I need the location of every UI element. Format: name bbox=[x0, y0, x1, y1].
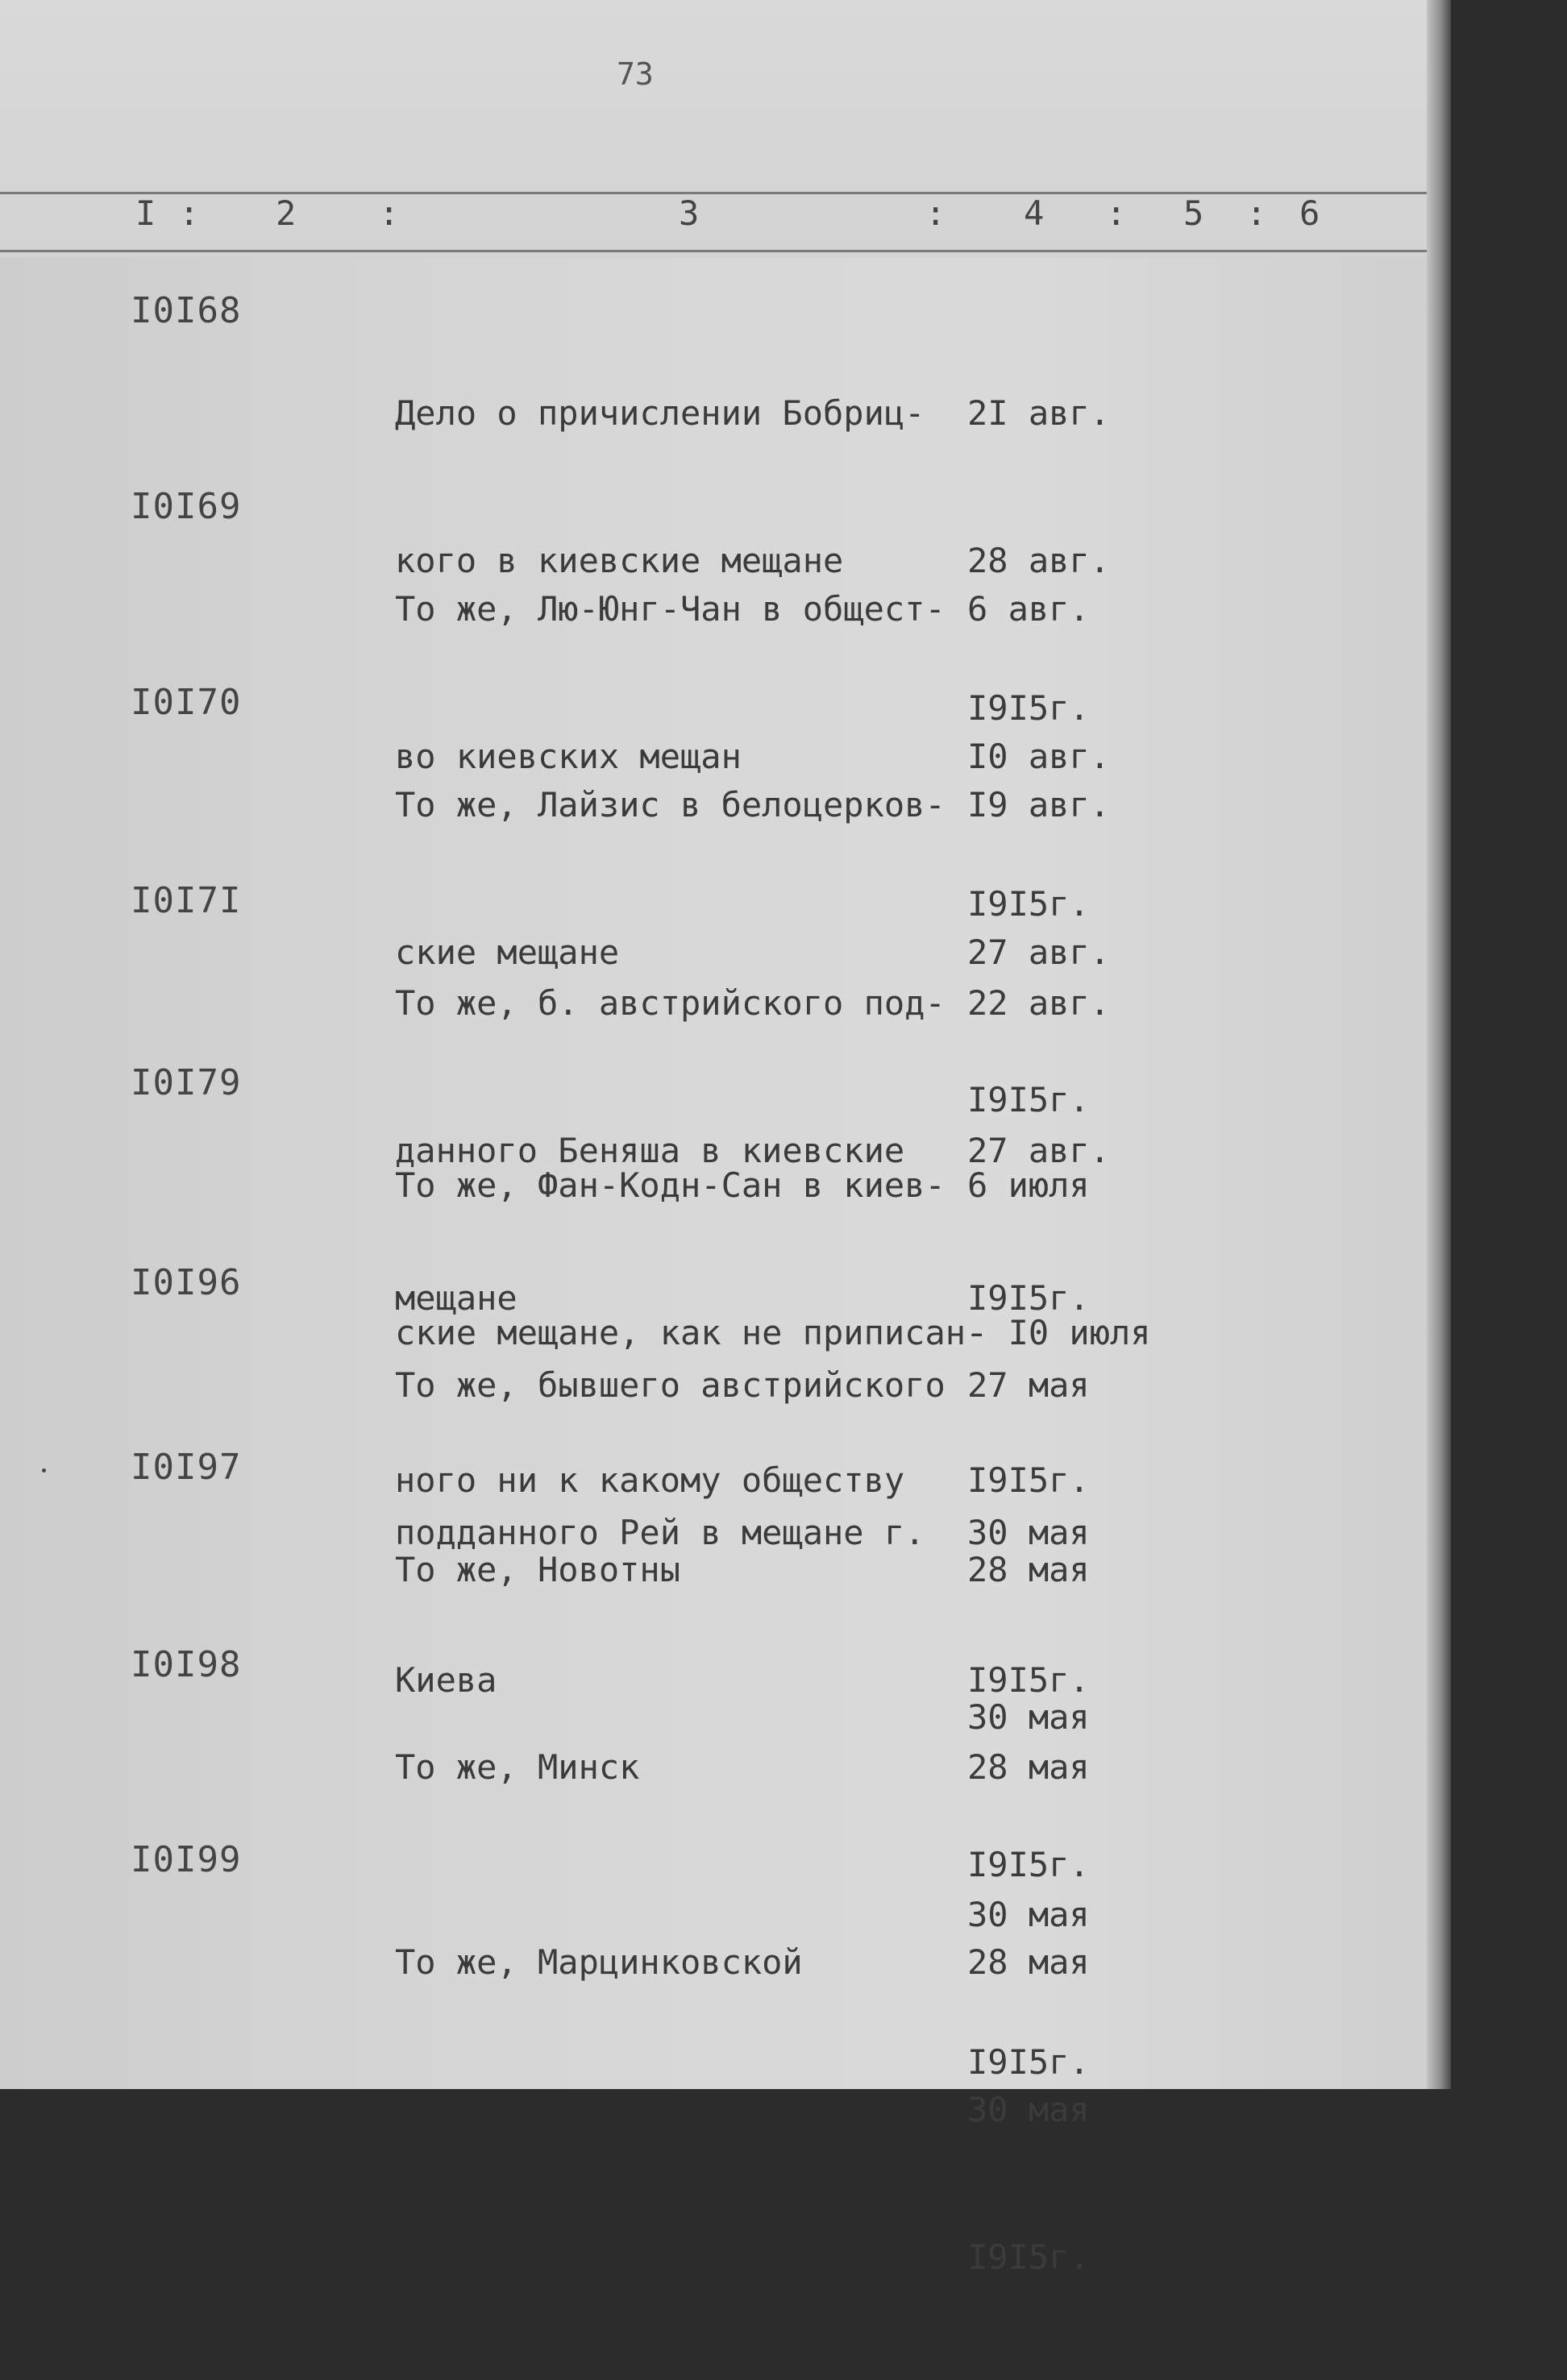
case-number: I0I99 bbox=[131, 1839, 242, 1880]
top-sheet bbox=[0, 0, 1439, 258]
case-number: I0I98 bbox=[131, 1644, 242, 1685]
paper-edge-shadow bbox=[1427, 0, 1451, 2089]
case-description: Дело о причислении Бобриц- кого в киевские мещане bbox=[395, 393, 925, 580]
case-dates: 28 мая 30 мая I9I5г. bbox=[967, 1942, 1090, 2277]
header-separator: : bbox=[1106, 193, 1127, 233]
header-col-2: 2 bbox=[276, 193, 297, 233]
case-description: То же, б. австрийского под- данного Беняша в киевские мещане bbox=[395, 983, 946, 1318]
case-dates: 6 авг. I0 авг. I9I5г. bbox=[967, 589, 1111, 924]
ink-dot bbox=[42, 1468, 46, 1472]
case-dates: I9 авг. 27 авг. I9I5г. bbox=[967, 785, 1111, 1119]
header-col-6: 6 bbox=[1299, 193, 1320, 233]
page-number: 73 bbox=[617, 56, 654, 92]
case-dates: 6 июля - I0 июля I9I5г. bbox=[967, 1165, 1151, 1500]
case-dates: 28 мая 30 мая I9I5г. bbox=[967, 1550, 1090, 1884]
case-number: I0I96 bbox=[131, 1262, 242, 1303]
header-rule-bottom bbox=[0, 250, 1428, 252]
case-description: То же, бывшего австрийского подданного Рей в мещане г. Киева bbox=[395, 1365, 946, 1700]
case-number: I0I68 bbox=[131, 290, 242, 331]
case-dates: 2I авг. 28 авг. I9I5г. bbox=[967, 393, 1111, 728]
header-separator: : bbox=[1246, 193, 1267, 233]
case-description: То же, Марцинковской bbox=[395, 1942, 803, 1982]
case-description: То же, Лайзис в белоцерков- ские мещане bbox=[395, 785, 946, 972]
case-description: То же, Минск bbox=[395, 1747, 640, 1787]
case-description: То же, Фан-Кодн-Сан в киев- ские мещане, как не приписан- ного ни к какому обществу bbox=[395, 1165, 987, 1500]
case-dates: 22 авг. 27 авг. I9I5г. bbox=[967, 983, 1111, 1318]
header-separator: : bbox=[179, 193, 200, 233]
case-number: I0I97 bbox=[131, 1447, 242, 1488]
case-dates: 27 мая 30 мая I9I5г. bbox=[967, 1365, 1090, 1700]
header-col-1: I bbox=[135, 193, 156, 233]
case-dates: 28 мая 30 мая I9I5г. bbox=[967, 1747, 1090, 2082]
header-separator: : bbox=[925, 193, 946, 233]
case-number: I0I70 bbox=[131, 682, 242, 723]
header-rule-top bbox=[0, 192, 1428, 194]
header-separator: : bbox=[379, 193, 400, 233]
case-description: То же, Новотны bbox=[395, 1550, 681, 1589]
header-col-3: 3 bbox=[679, 193, 700, 233]
header-col-4: 4 bbox=[1024, 193, 1045, 233]
case-description: То же, Лю-Юнг-Чан в общест- во киевских мещан bbox=[395, 589, 946, 776]
case-number: I0I7I bbox=[131, 880, 242, 921]
case-number: I0I79 bbox=[131, 1062, 242, 1103]
header-col-5: 5 bbox=[1183, 193, 1204, 233]
case-number: I0I69 bbox=[131, 486, 242, 527]
